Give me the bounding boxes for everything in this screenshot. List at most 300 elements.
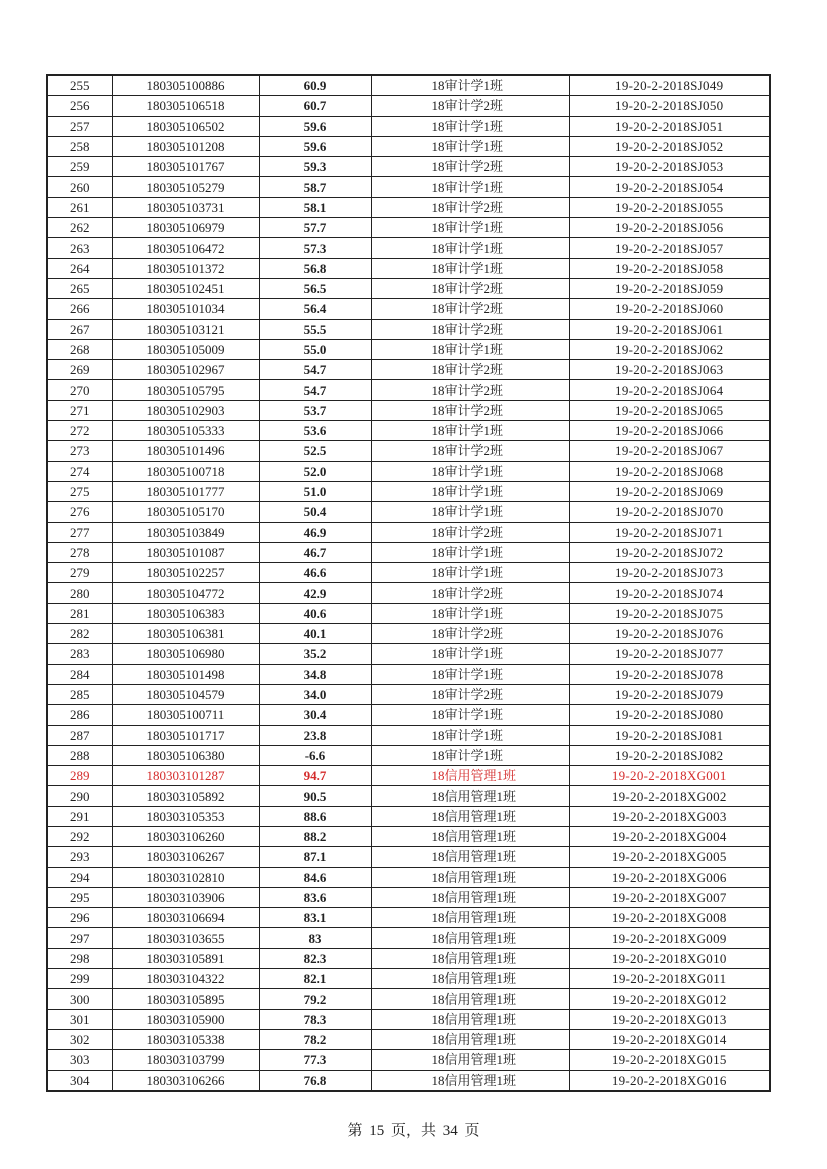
record-code-cell: 19-20-2-2018SJ070 <box>569 502 770 522</box>
table-row <box>47 705 770 725</box>
table-row <box>47 664 770 684</box>
class-name-cell: 18审计学2班 <box>371 624 569 644</box>
table-row <box>47 481 770 501</box>
class-name-cell: 18审计学1班 <box>371 421 569 441</box>
student-id-cell: 180305101372 <box>112 258 259 278</box>
record-code-cell: 19-20-2-2018XG013 <box>569 1009 770 1029</box>
class-name-cell: 18信用管理1班 <box>371 948 569 968</box>
student-id-cell: 180305106383 <box>112 603 259 623</box>
row-number-cell: 257 <box>47 116 112 136</box>
student-id-cell: 180305101717 <box>112 725 259 745</box>
score-cell: 58.1 <box>259 197 371 217</box>
score-cell: 51.0 <box>259 481 371 501</box>
class-name-cell: 18审计学2班 <box>371 400 569 420</box>
score-cell: 55.0 <box>259 339 371 359</box>
row-number-cell: 297 <box>47 928 112 948</box>
class-name-cell: 18审计学1班 <box>371 75 569 96</box>
score-cell: 35.2 <box>259 644 371 664</box>
row-number-cell: 276 <box>47 502 112 522</box>
class-name-cell: 18信用管理1班 <box>371 1050 569 1070</box>
score-cell: 88.2 <box>259 826 371 846</box>
student-id-cell: 180305106502 <box>112 116 259 136</box>
table-row <box>47 908 770 928</box>
row-number-cell: 272 <box>47 421 112 441</box>
student-id-cell: 180303106266 <box>112 1070 259 1091</box>
score-sheet <box>46 74 769 1092</box>
student-id-cell: 180305100711 <box>112 705 259 725</box>
table-row <box>47 928 770 948</box>
student-id-cell: 180305105170 <box>112 502 259 522</box>
class-name-cell: 18信用管理1班 <box>371 1029 569 1049</box>
record-code-cell: 19-20-2-2018SJ068 <box>569 461 770 481</box>
class-name-cell: 18审计学2班 <box>371 380 569 400</box>
student-id-cell: 180305105279 <box>112 177 259 197</box>
class-name-cell: 18信用管理1班 <box>371 969 569 989</box>
record-code-cell: 19-20-2-2018SJ077 <box>569 644 770 664</box>
record-code-cell: 19-20-2-2018SJ081 <box>569 725 770 745</box>
score-cell: 82.1 <box>259 969 371 989</box>
row-number-cell: 296 <box>47 908 112 928</box>
row-number-cell: 278 <box>47 542 112 562</box>
row-number-cell: 255 <box>47 75 112 96</box>
table-row <box>47 806 770 826</box>
class-name-cell: 18信用管理1班 <box>371 786 569 806</box>
score-cell: 34.8 <box>259 664 371 684</box>
row-number-cell: 260 <box>47 177 112 197</box>
student-id-cell: 180303104322 <box>112 969 259 989</box>
table-row <box>47 826 770 846</box>
table-row <box>47 745 770 765</box>
table-row <box>47 786 770 806</box>
record-code-cell: 19-20-2-2018SJ082 <box>569 745 770 765</box>
student-id-cell: 180303103799 <box>112 1050 259 1070</box>
table-row <box>47 725 770 745</box>
table-row <box>47 177 770 197</box>
table-row <box>47 522 770 542</box>
student-id-cell: 180303106260 <box>112 826 259 846</box>
record-code-cell: 19-20-2-2018SJ059 <box>569 278 770 298</box>
row-number-cell: 270 <box>47 380 112 400</box>
row-number-cell: 282 <box>47 624 112 644</box>
score-cell: 34.0 <box>259 684 371 704</box>
class-name-cell: 18信用管理1班 <box>371 1009 569 1029</box>
record-code-cell: 19-20-2-2018XG012 <box>569 989 770 1009</box>
class-name-cell: 18审计学1班 <box>371 177 569 197</box>
row-number-cell: 293 <box>47 847 112 867</box>
row-number-cell: 277 <box>47 522 112 542</box>
row-number-cell: 295 <box>47 887 112 907</box>
row-number-cell: 287 <box>47 725 112 745</box>
record-code-cell: 19-20-2-2018XG014 <box>569 1029 770 1049</box>
table-row <box>47 157 770 177</box>
score-cell: 57.7 <box>259 218 371 238</box>
student-id-cell: 180305106518 <box>112 96 259 116</box>
score-cell: 77.3 <box>259 1050 371 1070</box>
row-number-cell: 285 <box>47 684 112 704</box>
record-code-cell: 19-20-2-2018XG002 <box>569 786 770 806</box>
score-cell: 54.7 <box>259 360 371 380</box>
student-id-cell: 180303105892 <box>112 786 259 806</box>
score-cell: 78.2 <box>259 1029 371 1049</box>
student-id-cell: 180305103849 <box>112 522 259 542</box>
student-id-cell: 180305101208 <box>112 136 259 156</box>
table-row <box>47 867 770 887</box>
score-cell: 55.5 <box>259 319 371 339</box>
record-code-cell: 19-20-2-2018SJ067 <box>569 441 770 461</box>
record-code-cell: 19-20-2-2018XG005 <box>569 847 770 867</box>
score-cell: 56.8 <box>259 258 371 278</box>
row-number-cell: 300 <box>47 989 112 1009</box>
student-id-cell: 180305103731 <box>112 197 259 217</box>
record-code-cell: 19-20-2-2018SJ054 <box>569 177 770 197</box>
score-cell: 53.7 <box>259 400 371 420</box>
record-code-cell: 19-20-2-2018SJ063 <box>569 360 770 380</box>
student-id-cell: 180305106380 <box>112 745 259 765</box>
student-id-cell: 180305104579 <box>112 684 259 704</box>
score-cell: 83.6 <box>259 887 371 907</box>
class-name-cell: 18审计学1班 <box>371 563 569 583</box>
score-cell: 46.9 <box>259 522 371 542</box>
record-code-cell: 19-20-2-2018SJ078 <box>569 664 770 684</box>
class-name-cell: 18审计学2班 <box>371 299 569 319</box>
row-number-cell: 281 <box>47 603 112 623</box>
student-id-cell: 180305106472 <box>112 238 259 258</box>
student-id-cell: 180305106381 <box>112 624 259 644</box>
row-number-cell: 290 <box>47 786 112 806</box>
row-number-cell: 259 <box>47 157 112 177</box>
student-id-cell: 180305102967 <box>112 360 259 380</box>
row-number-cell: 273 <box>47 441 112 461</box>
table-row <box>47 603 770 623</box>
record-code-cell: 19-20-2-2018SJ072 <box>569 542 770 562</box>
record-code-cell: 19-20-2-2018SJ076 <box>569 624 770 644</box>
score-cell: 58.7 <box>259 177 371 197</box>
score-cell: -6.6 <box>259 745 371 765</box>
record-code-cell: 19-20-2-2018SJ062 <box>569 339 770 359</box>
record-code-cell: 19-20-2-2018SJ055 <box>569 197 770 217</box>
score-cell: 59.3 <box>259 157 371 177</box>
table-row <box>47 989 770 1009</box>
table-row <box>47 502 770 522</box>
record-code-cell: 19-20-2-2018SJ052 <box>569 136 770 156</box>
class-name-cell: 18审计学1班 <box>371 725 569 745</box>
row-number-cell: 286 <box>47 705 112 725</box>
class-name-cell: 18信用管理1班 <box>371 908 569 928</box>
class-name-cell: 18审计学1班 <box>371 339 569 359</box>
score-cell: 57.3 <box>259 238 371 258</box>
table-row <box>47 969 770 989</box>
score-cell: 42.9 <box>259 583 371 603</box>
score-cell: 30.4 <box>259 705 371 725</box>
record-code-cell: 19-20-2-2018XG011 <box>569 969 770 989</box>
class-name-cell: 18审计学2班 <box>371 96 569 116</box>
student-id-cell: 180305101034 <box>112 299 259 319</box>
record-code-cell: 19-20-2-2018SJ074 <box>569 583 770 603</box>
score-cell: 60.9 <box>259 75 371 96</box>
row-number-cell: 283 <box>47 644 112 664</box>
score-cell: 56.5 <box>259 278 371 298</box>
row-number-cell: 262 <box>47 218 112 238</box>
record-code-cell: 19-20-2-2018SJ073 <box>569 563 770 583</box>
table-row <box>47 278 770 298</box>
class-name-cell: 18审计学2班 <box>371 583 569 603</box>
row-number-cell: 303 <box>47 1050 112 1070</box>
score-cell: 83.1 <box>259 908 371 928</box>
row-number-cell: 284 <box>47 664 112 684</box>
class-name-cell: 18信用管理1班 <box>371 1070 569 1091</box>
record-code-cell: 19-20-2-2018XG007 <box>569 887 770 907</box>
record-code-cell: 19-20-2-2018SJ050 <box>569 96 770 116</box>
student-id-cell: 180305101496 <box>112 441 259 461</box>
record-code-cell: 19-20-2-2018XG015 <box>569 1050 770 1070</box>
student-id-cell: 180303105353 <box>112 806 259 826</box>
table-row <box>47 238 770 258</box>
table-row <box>47 1050 770 1070</box>
score-cell: 94.7 <box>259 766 371 786</box>
student-id-cell: 180303105895 <box>112 989 259 1009</box>
record-code-cell: 19-20-2-2018SJ075 <box>569 603 770 623</box>
class-name-cell: 18信用管理1班 <box>371 826 569 846</box>
score-cell: 79.2 <box>259 989 371 1009</box>
score-cell: 90.5 <box>259 786 371 806</box>
table-row <box>47 1070 770 1091</box>
row-number-cell: 256 <box>47 96 112 116</box>
score-cell: 56.4 <box>259 299 371 319</box>
row-number-cell: 274 <box>47 461 112 481</box>
score-cell: 40.6 <box>259 603 371 623</box>
score-cell: 52.5 <box>259 441 371 461</box>
row-number-cell: 302 <box>47 1029 112 1049</box>
row-number-cell: 265 <box>47 278 112 298</box>
row-number-cell: 301 <box>47 1009 112 1029</box>
table-row <box>47 136 770 156</box>
class-name-cell: 18信用管理1班 <box>371 806 569 826</box>
student-id-cell: 180305101087 <box>112 542 259 562</box>
record-code-cell: 19-20-2-2018XG008 <box>569 908 770 928</box>
student-id-cell: 180305101777 <box>112 481 259 501</box>
table-row <box>47 441 770 461</box>
class-name-cell: 18审计学1班 <box>371 136 569 156</box>
student-id-cell: 180303102810 <box>112 867 259 887</box>
class-name-cell: 18审计学1班 <box>371 238 569 258</box>
table-row <box>47 563 770 583</box>
table-row <box>47 360 770 380</box>
row-number-cell: 261 <box>47 197 112 217</box>
student-id-cell: 180303105338 <box>112 1029 259 1049</box>
score-cell: 46.6 <box>259 563 371 583</box>
record-code-cell: 19-20-2-2018SJ069 <box>569 481 770 501</box>
score-cell: 88.6 <box>259 806 371 826</box>
table-row <box>47 1029 770 1049</box>
class-name-cell: 18审计学1班 <box>371 116 569 136</box>
class-name-cell: 18审计学1班 <box>371 705 569 725</box>
row-number-cell: 267 <box>47 319 112 339</box>
table-row <box>47 766 770 786</box>
score-cell: 23.8 <box>259 725 371 745</box>
table-row <box>47 684 770 704</box>
record-code-cell: 19-20-2-2018XG004 <box>569 826 770 846</box>
row-number-cell: 269 <box>47 360 112 380</box>
table-row <box>47 319 770 339</box>
record-code-cell: 19-20-2-2018SJ049 <box>569 75 770 96</box>
student-id-cell: 180305106979 <box>112 218 259 238</box>
class-name-cell: 18审计学2班 <box>371 360 569 380</box>
student-id-cell: 180305102451 <box>112 278 259 298</box>
class-name-cell: 18审计学2班 <box>371 157 569 177</box>
table-row <box>47 116 770 136</box>
table-row <box>47 542 770 562</box>
row-number-cell: 304 <box>47 1070 112 1091</box>
record-code-cell: 19-20-2-2018XG010 <box>569 948 770 968</box>
row-number-cell: 279 <box>47 563 112 583</box>
record-code-cell: 19-20-2-2018SJ058 <box>569 258 770 278</box>
row-number-cell: 299 <box>47 969 112 989</box>
score-cell: 84.6 <box>259 867 371 887</box>
class-name-cell: 18审计学1班 <box>371 461 569 481</box>
row-number-cell: 294 <box>47 867 112 887</box>
row-number-cell: 280 <box>47 583 112 603</box>
score-cell: 54.7 <box>259 380 371 400</box>
record-code-cell: 19-20-2-2018XG001 <box>569 766 770 786</box>
record-code-cell: 19-20-2-2018XG006 <box>569 867 770 887</box>
table-row <box>47 1009 770 1029</box>
student-id-cell: 180305100718 <box>112 461 259 481</box>
class-name-cell: 18审计学1班 <box>371 542 569 562</box>
student-id-cell: 180305102903 <box>112 400 259 420</box>
student-id-cell: 180303103906 <box>112 887 259 907</box>
table-row <box>47 299 770 319</box>
record-code-cell: 19-20-2-2018SJ056 <box>569 218 770 238</box>
score-cell: 82.3 <box>259 948 371 968</box>
student-id-cell: 180305101498 <box>112 664 259 684</box>
record-code-cell: 19-20-2-2018XG009 <box>569 928 770 948</box>
table-row <box>47 197 770 217</box>
score-cell: 76.8 <box>259 1070 371 1091</box>
row-number-cell: 288 <box>47 745 112 765</box>
table-row <box>47 847 770 867</box>
student-id-cell: 180305101767 <box>112 157 259 177</box>
record-code-cell: 19-20-2-2018SJ079 <box>569 684 770 704</box>
table-row <box>47 75 770 96</box>
class-name-cell: 18信用管理1班 <box>371 887 569 907</box>
student-id-cell: 180303106694 <box>112 908 259 928</box>
table-row <box>47 583 770 603</box>
class-name-cell: 18审计学1班 <box>371 664 569 684</box>
class-name-cell: 18审计学1班 <box>371 745 569 765</box>
class-name-cell: 18信用管理1班 <box>371 928 569 948</box>
table-row <box>47 258 770 278</box>
row-number-cell: 289 <box>47 766 112 786</box>
class-name-cell: 18审计学2班 <box>371 278 569 298</box>
score-cell: 40.1 <box>259 624 371 644</box>
score-cell: 50.4 <box>259 502 371 522</box>
record-code-cell: 19-20-2-2018XG003 <box>569 806 770 826</box>
class-name-cell: 18审计学1班 <box>371 218 569 238</box>
score-cell: 53.6 <box>259 421 371 441</box>
class-name-cell: 18审计学2班 <box>371 684 569 704</box>
table-row <box>47 218 770 238</box>
row-number-cell: 258 <box>47 136 112 156</box>
score-cell: 87.1 <box>259 847 371 867</box>
student-id-cell: 180303105891 <box>112 948 259 968</box>
row-number-cell: 298 <box>47 948 112 968</box>
student-id-cell: 180305105795 <box>112 380 259 400</box>
row-number-cell: 268 <box>47 339 112 359</box>
class-name-cell: 18审计学1班 <box>371 481 569 501</box>
table-row <box>47 948 770 968</box>
table-row <box>47 380 770 400</box>
row-number-cell: 263 <box>47 238 112 258</box>
student-id-cell: 180303103655 <box>112 928 259 948</box>
class-name-cell: 18审计学2班 <box>371 197 569 217</box>
table-row <box>47 624 770 644</box>
row-number-cell: 264 <box>47 258 112 278</box>
class-name-cell: 18审计学1班 <box>371 502 569 522</box>
student-id-cell: 180303101287 <box>112 766 259 786</box>
table-row <box>47 887 770 907</box>
table-row <box>47 96 770 116</box>
row-number-cell: 271 <box>47 400 112 420</box>
row-number-cell: 292 <box>47 826 112 846</box>
class-name-cell: 18信用管理1班 <box>371 867 569 887</box>
table-row <box>47 421 770 441</box>
record-code-cell: 19-20-2-2018SJ051 <box>569 116 770 136</box>
class-name-cell: 18信用管理1班 <box>371 766 569 786</box>
class-name-cell: 18审计学2班 <box>371 522 569 542</box>
score-cell: 59.6 <box>259 116 371 136</box>
student-id-cell: 180305100886 <box>112 75 259 96</box>
score-cell: 59.6 <box>259 136 371 156</box>
record-code-cell: 19-20-2-2018SJ057 <box>569 238 770 258</box>
record-code-cell: 19-20-2-2018SJ065 <box>569 400 770 420</box>
table-body <box>47 75 770 1091</box>
page-footer: 第 15 页，共 34 页 <box>347 1123 480 1139</box>
class-name-cell: 18审计学1班 <box>371 603 569 623</box>
record-code-cell: 19-20-2-2018SJ071 <box>569 522 770 542</box>
row-number-cell: 291 <box>47 806 112 826</box>
student-id-cell: 180305105333 <box>112 421 259 441</box>
class-name-cell: 18审计学2班 <box>371 319 569 339</box>
record-code-cell: 19-20-2-2018XG016 <box>569 1070 770 1091</box>
row-number-cell: 266 <box>47 299 112 319</box>
student-id-cell: 180305102257 <box>112 563 259 583</box>
class-name-cell: 18信用管理1班 <box>371 989 569 1009</box>
class-name-cell: 18审计学1班 <box>371 644 569 664</box>
table-row <box>47 339 770 359</box>
record-code-cell: 19-20-2-2018SJ064 <box>569 380 770 400</box>
student-id-cell: 180305104772 <box>112 583 259 603</box>
score-cell: 78.3 <box>259 1009 371 1029</box>
record-code-cell: 19-20-2-2018SJ053 <box>569 157 770 177</box>
score-cell: 46.7 <box>259 542 371 562</box>
student-id-cell: 180303106267 <box>112 847 259 867</box>
class-name-cell: 18审计学1班 <box>371 258 569 278</box>
table-row <box>47 644 770 664</box>
score-cell: 60.7 <box>259 96 371 116</box>
table-row <box>47 461 770 481</box>
student-id-cell: 180305105009 <box>112 339 259 359</box>
class-name-cell: 18审计学2班 <box>371 441 569 461</box>
record-code-cell: 19-20-2-2018SJ066 <box>569 421 770 441</box>
score-cell: 83 <box>259 928 371 948</box>
record-code-cell: 19-20-2-2018SJ061 <box>569 319 770 339</box>
score-table <box>46 74 771 1092</box>
table-row <box>47 400 770 420</box>
class-name-cell: 18信用管理1班 <box>371 847 569 867</box>
record-code-cell: 19-20-2-2018SJ080 <box>569 705 770 725</box>
student-id-cell: 180303105900 <box>112 1009 259 1029</box>
student-id-cell: 180305106980 <box>112 644 259 664</box>
